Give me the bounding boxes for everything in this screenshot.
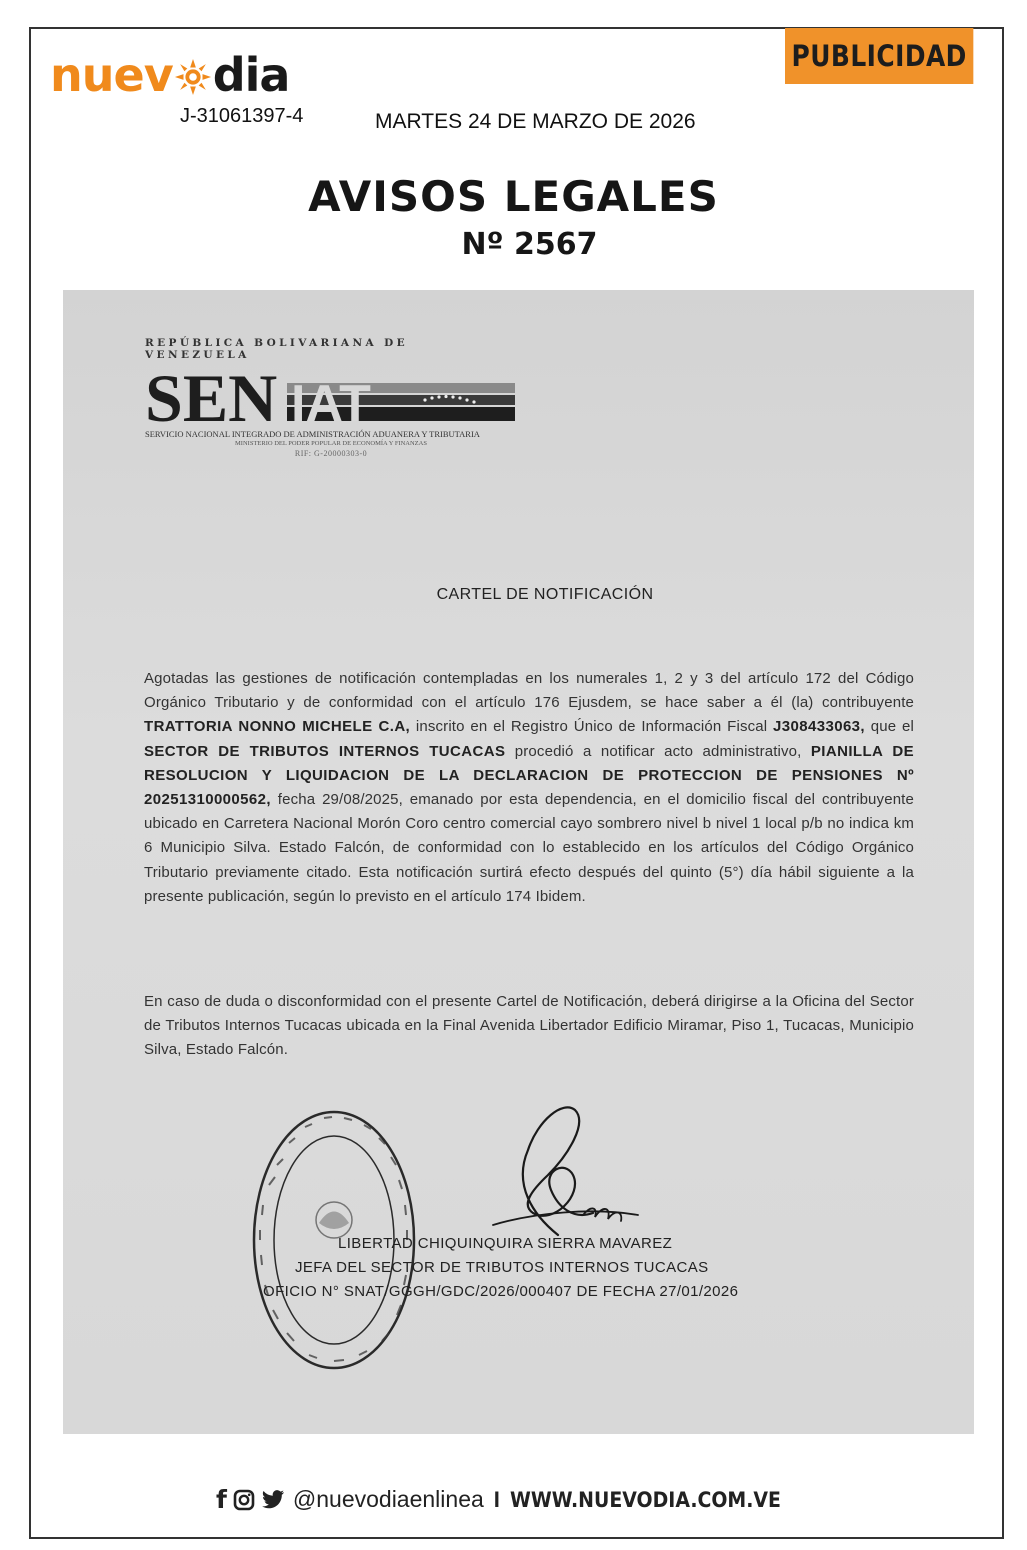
newspaper-logo <box>50 50 289 100</box>
notice-number: Nº 2567 <box>461 227 598 262</box>
scanned-notice <box>63 290 974 1434</box>
handwritten-signature <box>473 1095 653 1245</box>
website-link[interactable]: WWW.NUEVODIA.COM.VE <box>509 1487 781 1512</box>
administrative-act: PIANILLA DE RESOLUCION Y LIQUIDACION DE LA DECLARACION DE PROTECCION DE PENSIONES Nº 20251310000562, <box>144 742 915 809</box>
social-handle[interactable]: @nuevodiaenlinea <box>292 1486 484 1512</box>
logo-text-part2: dia <box>212 48 290 102</box>
instagram-icon[interactable] <box>233 1489 255 1511</box>
footer-separator: I <box>493 1486 500 1512</box>
page-title: AVISOS LEGALES <box>308 172 719 221</box>
agency-country: REPÚBLICA BOLIVARIANA DE VENEZUELA <box>145 337 408 361</box>
tax-office-name: SECTOR DE TRIBUTOS INTERNOS TUCACAS <box>144 742 506 760</box>
facebook-icon[interactable]: f <box>216 1485 227 1514</box>
signer-name: LIBERTAD CHIQUINQUIRA SIERRA MAVAREZ <box>338 1235 673 1252</box>
taxpayer-name: TRATTORIA NONNO MICHELE C.A, <box>144 718 411 736</box>
seniat-logo <box>145 365 517 427</box>
section-tag: PUBLICIDAD <box>785 28 973 84</box>
sun-logo-icon <box>174 58 212 96</box>
seniat-logo-text-a: SEN <box>145 365 278 427</box>
taxpayer-rif: J308433063, <box>773 718 865 736</box>
signer-reference: OFICIO N° SNAT/GGGH/GDC/2026/000407 DE FECHA 27/01/2026 <box>263 1283 739 1300</box>
issue-date: MARTES 24 DE MARZO DE 2026 <box>375 110 696 133</box>
agency-rif: RIF: G-20000303-0 <box>294 449 368 458</box>
twitter-icon[interactable] <box>261 1490 285 1510</box>
social-icons <box>216 1485 285 1514</box>
logo-text-part1: nuev <box>50 48 173 102</box>
signer-title: JEFA DEL SECTOR DE TRIBUTOS INTERNOS TUCACAS <box>295 1259 709 1276</box>
page-footer <box>0 1485 1027 1514</box>
seniat-logo-text-b: IAT <box>291 375 371 427</box>
agency-full-name: SERVICIO NACIONAL INTEGRADO DE ADMINISTRACIÓN ADUANERA Y TRIBUTARIA <box>145 429 480 439</box>
agency-ministry: MINISTERIO DEL PODER POPULAR DE ECONOMÍA Y FINANZAS <box>235 440 427 447</box>
notice-heading: CARTEL DE NOTIFICACIÓN <box>436 586 654 603</box>
notice-paragraph-2: En caso de duda o disconformidad con el presente Cartel de Notificación, deberá dirigirse a la Oficina del Sector de Tributos Internos Tucacas ubicada en la Final Avenida Libertador Edificio Miramar, Piso 1, Tucacas, Municipio Silva, Estado Falcón. <box>144 993 914 1059</box>
notice-paragraph-1: Agotadas las gestiones de notificación contempladas en los numerales 1, 2 y 3 del artículo 172 del Código Orgánico Tributario y de conformidad con el artículo 176 Ejusdem, se hace saber a él (la) contribuyente TRATTORIA NONNO MICHELE C.A, inscrito en el Registro Único de Información Fiscal J308433063, que el SECTOR DE TRIBUTOS INTERNOS TUCACAS procedió a notificar acto administrativo, PIANILLA DE RESOLUCION Y LIQUIDACION DE LA DECLARACION DE PROTECCION DE PENSIONES Nº 20251310000562, fecha 29/08/2025, emanado por esta dependencia, en el domicilio fiscal del contribuyente ubicado en Carretera Nacional Morón Coro centro comercial cayo sombrero nivel b nivel 1 local p/b no indica km 6 Municipio Silva. Estado Falcón, de conformidad con lo establecido en los artículos del Código Orgánico Tributario previamente citado. Esta notificación surtirá efecto después del quinto (5°) día hábil siguiente a la presente publicación, según lo previsto en el artículo 174 Ibidem. <box>144 670 915 905</box>
newspaper-rif: J-31061397-4 <box>180 105 304 127</box>
seniat-letterhead <box>145 337 517 458</box>
